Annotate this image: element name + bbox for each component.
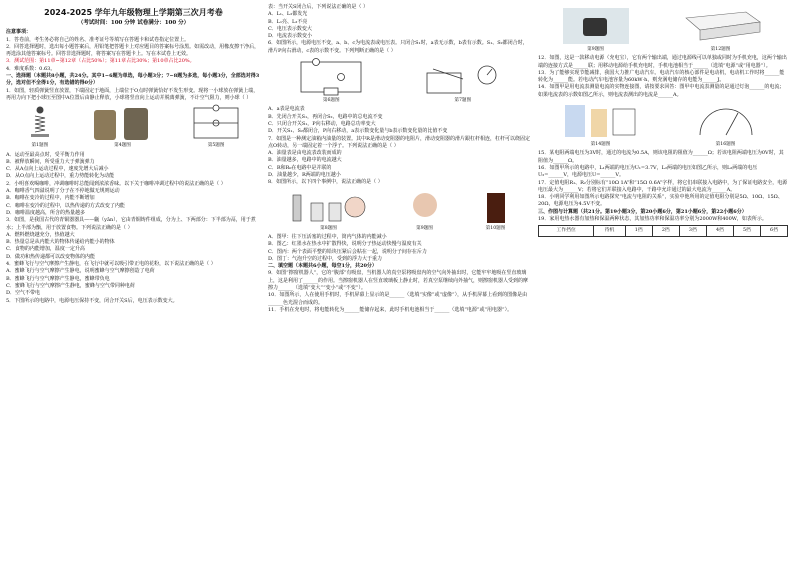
question-8: 8．如图所示，以下四个事例中，说法正确的是（ ） xyxy=(268,179,383,186)
figure-q16 xyxy=(686,101,766,148)
page-title: 2024-2025 学年九年级物理上学期第三次月考卷 xyxy=(44,8,223,17)
option: B．蜜蜂飞行与空气摩擦产生静电，蜜蜂带负电 xyxy=(6,275,110,282)
notice-item-scope: 3．测试范围：第11章~第12章（占比50%）；第11章占比30%；第10章占比20%。 xyxy=(6,58,195,65)
figure-q7 xyxy=(423,57,503,104)
section-3-heading: 三、作图与计算题（共21分。第19小题3分，第20小题6分，第21小题6分，第22小题6分） xyxy=(538,208,747,215)
ammeter-setup-photo xyxy=(561,101,641,141)
figure-caption: 第9题图 xyxy=(416,225,433,231)
spring-diagram xyxy=(25,104,55,142)
option: D．做功和热传递都可以改变物体的内能 xyxy=(6,253,96,260)
question-6: 6．如图所示，电源电压不变，a、b、c为电流表或电压表。只闭合S₁时，a表无示数，b表有示数。S₁、S₂都闭合时，滑片P向右滑动，c表的示数不变。下列判断正确的是（ ） xyxy=(268,40,528,54)
option: A．蜜蜂飞行与空气摩擦产生静电，说明蜜蜂与空气摩擦创造了电荷 xyxy=(6,268,155,275)
figure-caption: 第5题图 xyxy=(207,143,225,149)
table-cell: 2挡 xyxy=(652,226,679,236)
question-2: 2．小明喜欢喝咖啡，冲调咖啡时总能闻到浓浓香味。以下关于咖啡冲调过程中的说法正确的是（ ） xyxy=(6,180,226,187)
figures-row-4 xyxy=(538,6,788,53)
option: A．运动至最高点时，受平衡力作用 xyxy=(6,151,85,158)
question-3: 3．如图，是我国古代的青铜器器具——甗（yǎn），它由青铜铸件组成，分为上、下两部分：下半部为鬲，用于煮水；上半部为甑，用于放置食物。下列说法正确的是（ ） xyxy=(6,217,256,231)
option: A．图甲：往下压活塞的过程中，筒内气体的内能减小 xyxy=(268,233,387,240)
option: B．被释放瞬间，所受重力大于弹簧弹力 xyxy=(6,158,95,165)
bronze-vessel-photos xyxy=(92,104,152,142)
figure-caption: 第8题图 xyxy=(320,225,337,231)
figures-row-3 xyxy=(268,189,531,232)
column-3 xyxy=(538,4,788,237)
figure-caption: 第12题图 xyxy=(710,47,731,52)
option: A．燃料燃烧越充分，热值越大 xyxy=(6,231,75,238)
figure-caption: 第1题图 xyxy=(31,143,49,149)
figure-caption: 第16题图 xyxy=(715,142,736,148)
figure-caption: 第9题图 xyxy=(587,47,604,52)
table-row xyxy=(539,226,788,236)
table-cell: 6挡 xyxy=(760,226,787,236)
question-10: 10．如图所示，人在使用手机时，手机屏幕上显示的是______（选填“实像”或“虚像”），从手机屏幕上看到的图像是由______色光混合而成的。 xyxy=(268,292,528,306)
notice-item: 1．答卷前，考生务必将自己的姓名、准考证号等填写在答题卡和试卷指定位置上。 xyxy=(6,36,190,43)
figure-q5 xyxy=(190,104,242,149)
window-robot-photo xyxy=(561,6,631,46)
question-5: 5．下图所示的电路中，电源电压保持不变，闭合开关S后，电压表示数变大。 xyxy=(6,297,178,304)
question-17: 17．定值电阻R₁、R₂分别标有“10Ω 1A”和“15Ω 0.6A”字样，将它们串联接入电路中，为了保证电路安全，电源电压最大为______V；若将它们并联接入电路中，干路中允许通过的最大电流为______A。 xyxy=(538,179,788,193)
section-2-heading: 二、填空题（本题共6小题，每空1分，共20分） xyxy=(268,263,377,270)
option: C．电压表示数变大 xyxy=(268,25,312,32)
question-14: 14．如图甲是用电流表测量电流的实物连接图，请按要求回答：图甲中电流表测量的是通过灯泡______的电流；如果电流表的示数如图乙所示，则电流表测出的电流是______A。 xyxy=(538,84,785,98)
option: C．只闭合开关S₁，P向右移动，电路总功率变大 xyxy=(268,120,376,127)
figure-caption: 第10题图 xyxy=(485,225,506,231)
table-cell: 待机 xyxy=(594,226,625,236)
figure-q10 xyxy=(481,189,511,232)
option: B．油量越多，电路中的电流越大 xyxy=(268,157,342,164)
option: D．电流表示数变小 xyxy=(268,33,313,40)
question-4: 4．蜜蜂飞行与空气摩擦产生静电，在飞行中就可以吸引带正电的花粉，以下说法正确的是（ ） xyxy=(6,261,216,268)
page-subtitle: （考试时间：100 分钟 试卷满分：100 分） xyxy=(77,20,190,26)
notice-item: 2．回答选择题时，选出每小题答案后，用铅笔把答题卡上对应题目的答案标号涂黑。如需改动，用橡皮擦干净后，再选涂其他答案标号。回答非选择题时，将答案写在答题卡上。写在本试卷上无效。 xyxy=(6,43,260,58)
option: D．开关S₁、S₂都闭合，P向右移动，a表示数变化量与b表示数变化量的比值不变 xyxy=(268,128,448,135)
gear-table xyxy=(538,225,788,236)
figure-q1 xyxy=(25,104,55,149)
column-1 xyxy=(6,4,261,305)
circuit-diagram-q6 xyxy=(296,57,366,97)
circuit-diagram xyxy=(190,104,242,142)
question-7: 7．如图是一种测定油箱内油量的装置。其中R是滑动变阻器的电阻片，滑动变阻器的滑片跟杠杆相连，杠杆可以绕固定点O转动，另一端固定着一个浮子。下列说法正确的是（ ） xyxy=(268,135,530,149)
voltmeter-dial xyxy=(686,101,766,141)
table-cell: 5挡 xyxy=(733,226,760,236)
fuel-gauge-diagram xyxy=(423,57,503,97)
experiment-photos xyxy=(289,189,369,225)
option: C．从A点向上运动过程中，速度先增大后减小 xyxy=(6,166,109,173)
figure-caption: 第4题图 xyxy=(114,143,131,149)
figure-caption: 第14题图 xyxy=(590,142,611,148)
section-1-heading: 一、选择题（本题共8小题，共24分。其中1~6题为单选，每小题3分；7~8题为多选，每小题3分，全部选对得3分，选对但不全得1分，有选错的得0分） xyxy=(6,73,260,87)
option: B．热量总是从内能大的物体传递给内能小的物体 xyxy=(6,239,115,246)
option: C．食物的内能增加，温度一定升高 xyxy=(6,246,85,253)
option: C．图丙：两个表面平整的铅块压紧后会粘在一起，说明分子间存在斥力 xyxy=(268,248,427,255)
question-13: 13．为了能够实现节能减排，我国大力推广电动汽车。电动汽车的核心部件是电动机，电动机工作时将______能转化为______能。若电动汽车电池容量为60kW·h，则充满电储存的电能为______J。 xyxy=(538,69,785,84)
option: C．蜜蜂飞行与空气摩擦产生静电，蜜蜂与空气带同种电荷 xyxy=(6,282,135,289)
option: B．L₁亮、L₂不亮 xyxy=(268,18,308,25)
option: D．图丁：气泡升空的过程中，受到的浮力大于重力 xyxy=(268,255,383,262)
option: A．油量表是由电流表改装而成的 xyxy=(268,150,342,157)
figures-row-2 xyxy=(268,57,531,104)
option: B．先闭合开关S₁，再闭合S₂，电路中的总电流不变 xyxy=(268,113,383,120)
figure-caption: 第6题图 xyxy=(322,98,340,104)
figures-row-5 xyxy=(538,101,788,148)
figure-q14 xyxy=(561,101,641,148)
figure-q4 xyxy=(92,104,152,149)
question-5-continued: 表：当开关S闭合后，下列说法正确的是（ ） xyxy=(268,4,369,10)
option: A．a表是电流表 xyxy=(268,106,305,113)
question-9: 9．如图“擦窗机器人”，它的“腹部”有吸盘，当机器人的真空泵将吸盘内的空气向外抽出时，它能牢牢地吸在竖直玻璃上，这是利用了______的作用。当擦窗机器人在竖直玻璃板上静止时，若真空泵继续向外抽气，则擦窗机器人受到的摩擦力______（选填“变大”“变小”或“不变”）。 xyxy=(268,270,529,292)
question-18: 18．小明同学利用如图所示电路探究“电流与电阻的关系”，实验中他所用的定值电阻分别是5Ω、10Ω、15Ω、20Ω，电源电压为4.5V不变。 xyxy=(538,194,783,208)
question-16: 16．如图甲所示的电路中，L₁两端的电压为U₁=3.7V，L₂两端的电压如图乙所示，则L₂两端的电压U₂=______V，电源电压U=______V。 xyxy=(538,164,758,179)
cola-glass-photo xyxy=(481,189,511,225)
question-11: 11．手机在充电时，将电能转化为______能储存起来，此时手机电池相当于______（选填“电源”或“用电器”）。 xyxy=(268,306,513,313)
figure-q6 xyxy=(296,57,366,104)
option: D．空气不带电 xyxy=(6,290,41,297)
figure-q9-photo xyxy=(561,6,631,53)
question-15: 15．某电阻两端电压为3V时，通过的电流为0.5A，则该电阻的阻值为______Ω；若该电阻两端电压为0V时，其阻值为______Ω。 xyxy=(538,150,784,164)
notice-heading: 注意事项： xyxy=(6,29,32,36)
question-1: 1．如图，轻质弹簧竖直放置，下端固定于地面，上端位于O点时弹簧恰好不发生形变。现将一小球放在弹簧上端，再用力向下把小球压至图中A位置后由静止释放，小球将竖直向上运动并脱离弹簧，不计空气阻力，则小球（ ） xyxy=(6,87,259,101)
table-cell: 3挡 xyxy=(679,226,706,236)
option: C．咖啡在变冷的过程中，以热传递的方式改变了内能 xyxy=(6,202,125,209)
option: C．R和R₀在电路中是并联的 xyxy=(268,164,332,171)
option: A．咖啡香气四溢说明了分子在不停地做无规则运动 xyxy=(6,188,120,195)
person-photo xyxy=(410,189,440,225)
option: D．咖啡温度越高，所含的热量越多 xyxy=(6,209,86,216)
question-12: 12．如图，这是一款移动电源（充电宝），它有两个输出端，通过电源线可以单独或同时为手机充电，这两个输出端的连接方式是______联；用移动电源给手机充电时，手机电池相当于______（选填“电源”或“用电器”）。 xyxy=(538,55,787,69)
figure-q12 xyxy=(676,6,766,53)
power-bank-image xyxy=(676,6,766,46)
figure-q8 xyxy=(289,189,369,232)
figures-row-1 xyxy=(6,104,261,149)
figure-q9 xyxy=(410,189,440,232)
option: B．图乙：红墨水在热水中扩散得快，说明分子热运动快慢与温度有关 xyxy=(268,241,422,248)
table-cell: 1挡 xyxy=(625,226,652,236)
figure-caption: 第7题图 xyxy=(454,98,472,104)
table-cell: 工作挡位 xyxy=(539,226,594,236)
notice-item: 4．难度系数：0.63。 xyxy=(6,65,56,72)
question-19: 19．家用电热水器有加热和保温两种状态，其加热功率和保温功率分别为2000W和400W，如表所示。 xyxy=(538,216,767,223)
option: B．咖啡在变冷的过程中，内能不断增加 xyxy=(6,195,95,202)
option: D．从O点向上运动过程中，重力势能转化为动能 xyxy=(6,173,115,180)
column-2 xyxy=(268,4,531,314)
option: A．L₁、L₂都发光 xyxy=(268,11,308,18)
table-cell: 4挡 xyxy=(706,226,733,236)
option: D．油量越少，R两端的电压越小 xyxy=(268,172,341,179)
